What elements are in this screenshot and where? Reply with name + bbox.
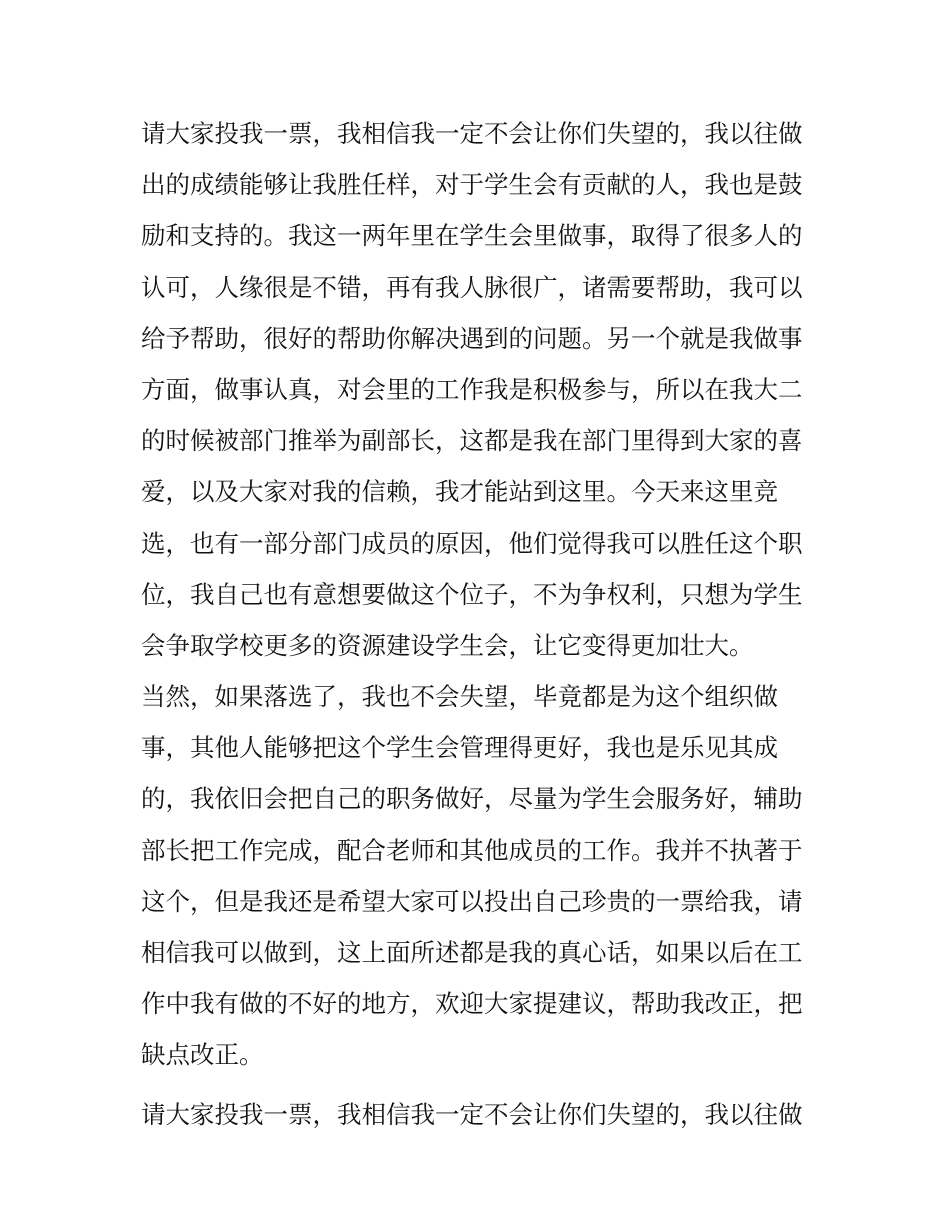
text-line: 爱，以及大家对我的信赖，我才能站到这里。今天来这里竞 (141, 477, 778, 507)
document-body (141, 108, 821, 1140)
paragraph (141, 108, 821, 671)
text-line: 请大家投我一票，我相信我一定不会让你们失望的，我以往做 (141, 1099, 803, 1129)
text-line: 位，我自己也有意想要做这个位子，不为争权利，只想为学生 (141, 579, 803, 609)
text-line: 缺点改正。 (141, 1040, 264, 1070)
text-line: 当然，如果落选了，我也不会失望，毕竟都是为这个组织做 (141, 682, 778, 712)
text-line: 选，也有一部分部门成员的原因，他们觉得我可以胜任这个职 (141, 528, 803, 558)
paragraph (141, 1089, 821, 1140)
paragraph (141, 671, 821, 1081)
text-line: 事，其他人能够把这个学生会管理得更好，我也是乐见其成 (141, 733, 778, 763)
text-line: 认可，人缘很是不错，再有我人脉很广，诸需要帮助，我可以 (141, 272, 803, 302)
text-line: 相信我可以做到，这上面所述都是我的真心话，如果以后在工 (141, 938, 803, 967)
text-line: 部长把工作完成，配合老师和其他成员的工作。我并不执著于 (141, 835, 803, 865)
text-line: 出的成绩能够让我胜任样，对于学生会有贡献的人，我也是鼓 (141, 170, 803, 200)
text-line: 会争取学校更多的资源建设学生会，让它变得更加壮大。 (141, 630, 754, 660)
text-line: 的，我依旧会把自己的职务做好，尽量为学生会服务好，辅助 (141, 784, 803, 814)
text-line: 方面，做事认真，对会里的工作我是积极参与，所以在我大二 (141, 374, 803, 404)
text-line: 请大家投我一票，我相信我一定不会让你们失望的，我以往做 (141, 119, 803, 148)
paragraph-spacer (141, 1081, 821, 1089)
text-line: 给予帮助，很好的帮助你解决遇到的问题。另一个就是我做事 (141, 323, 803, 353)
text-line: 作中我有做的不好的地方，欢迎大家提建议，帮助我改正，把 (141, 989, 803, 1019)
text-line: 这个，但是我还是希望大家可以投出自己珍贵的一票给我，请 (141, 886, 803, 916)
text-line: 励和支持的。我这一两年里在学生会里做事，取得了很多人的 (141, 221, 803, 251)
text-line: 的时候被部门推举为副部长，这都是我在部门里得到大家的喜 (141, 426, 803, 456)
